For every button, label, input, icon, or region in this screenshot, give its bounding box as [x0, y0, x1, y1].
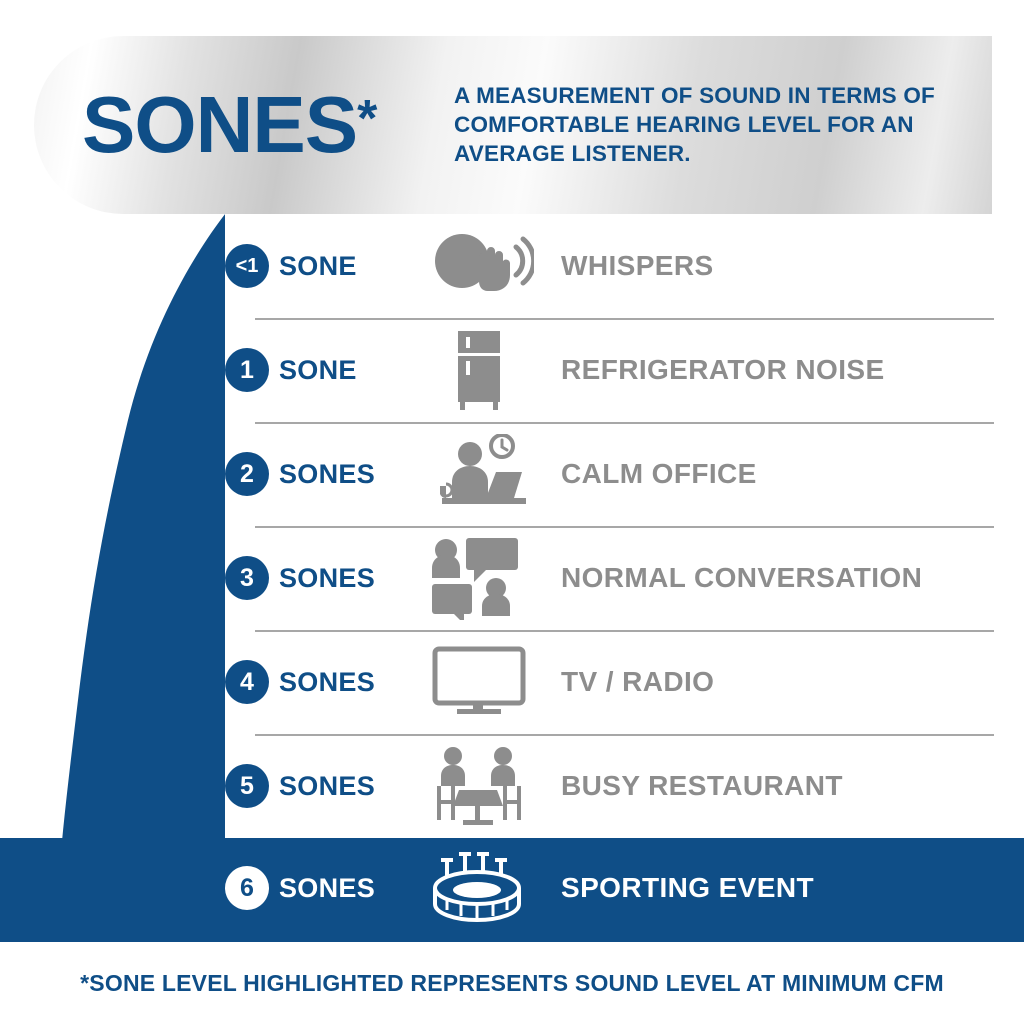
sone-unit-label: SONES — [279, 458, 376, 489]
sone-description-label: BUSY RESTAURANT — [561, 770, 843, 801]
header-banner — [34, 36, 992, 214]
title-asterisk: * — [357, 90, 378, 148]
conversation-icon — [419, 536, 539, 620]
refrigerator-icon — [419, 328, 539, 412]
sone-value-badge: 3 — [225, 556, 269, 600]
header-description: A MEASUREMENT OF SOUND IN TERMS OF COMFORTABLE HEARING LEVEL FOR AN AVERAGE LISTENER. — [454, 82, 935, 166]
row-divider — [255, 318, 994, 320]
row-divider — [255, 734, 994, 736]
footer-note: *SONE LEVEL HIGHLIGHTED REPRESENTS SOUND LEVEL AT MINIMUM CFM — [80, 969, 944, 996]
sone-unit-label: SONES — [279, 770, 376, 801]
page-title — [82, 80, 378, 169]
television-icon — [419, 640, 539, 724]
list-item — [225, 526, 1024, 630]
sone-unit-label: SONES — [279, 666, 376, 697]
sone-level-list — [0, 214, 1024, 938]
office-worker-icon — [419, 432, 539, 516]
list-item — [225, 422, 1024, 526]
stadium-icon — [419, 846, 539, 930]
sone-description-label: SPORTING EVENT — [561, 872, 814, 903]
list-item — [225, 214, 1024, 318]
sone-unit-label: SONE — [279, 250, 357, 281]
whisper-hand-icon — [419, 224, 539, 308]
sone-value-badge: <1 — [225, 244, 269, 288]
row-divider — [255, 526, 994, 528]
sone-value-badge: 5 — [225, 764, 269, 808]
sone-value-badge: 1 — [225, 348, 269, 392]
sone-description-label: CALM OFFICE — [561, 458, 757, 489]
title-text: SONES — [82, 80, 358, 169]
sone-unit-label: SONES — [279, 562, 376, 593]
list-item-highlighted — [0, 838, 1024, 938]
sone-unit-label: SONE — [279, 354, 357, 385]
sone-description-label: WHISPERS — [561, 250, 714, 281]
sone-value-badge: 2 — [225, 452, 269, 496]
sone-description-label: TV / RADIO — [561, 666, 715, 697]
row-divider — [255, 630, 994, 632]
row-divider — [255, 422, 994, 424]
list-item — [225, 734, 1024, 838]
footer — [0, 942, 1024, 1024]
sone-description-label: REFRIGERATOR NOISE — [561, 354, 885, 385]
list-item — [225, 630, 1024, 734]
sone-unit-label: SONES — [279, 872, 376, 903]
sone-value-badge: 4 — [225, 660, 269, 704]
sone-value-badge: 6 — [225, 866, 269, 910]
list-item — [225, 318, 1024, 422]
restaurant-icon — [419, 744, 539, 828]
sone-description-label: NORMAL CONVERSATION — [561, 562, 923, 593]
